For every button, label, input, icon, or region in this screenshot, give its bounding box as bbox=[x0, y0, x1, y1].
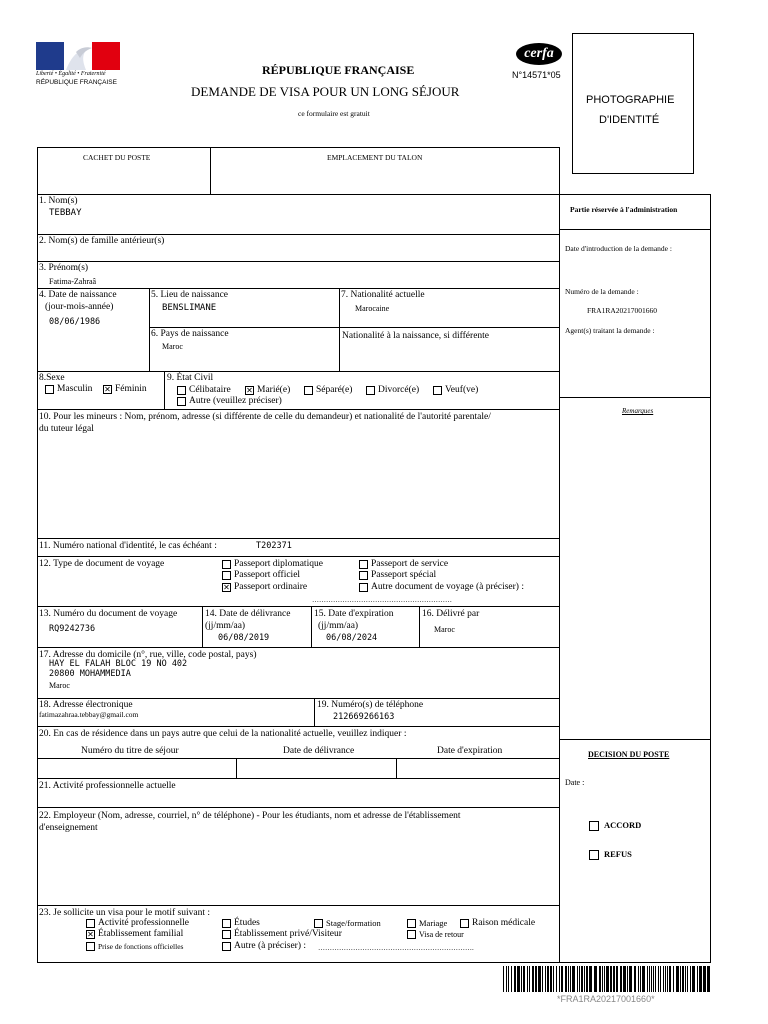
field-22-label: 22. Employeur (Nom, adresse, courriel, n° de téléphone) - Pour les étudiants, nom et adresse de l'établissement bbox=[39, 811, 461, 821]
republique-logo bbox=[36, 42, 120, 90]
autre-document-dots[interactable]: …………………………………………………… bbox=[312, 596, 452, 604]
etat-celibataire-checkbox[interactable] bbox=[177, 386, 186, 395]
field-3-prenom[interactable]: Fatima-Zahraâ bbox=[49, 277, 97, 286]
field-16-label: 16. Délivré par bbox=[422, 609, 480, 619]
cerfa-number: N°14571*05 bbox=[512, 70, 561, 80]
motif-activite-pro-checkbox[interactable] bbox=[86, 919, 95, 928]
field-4-label: 4. Date de naissance bbox=[39, 290, 117, 300]
form-title: DEMANDE DE VISA POUR UN LONG SÉJOUR bbox=[191, 84, 460, 99]
field-13-value[interactable]: RQ9242736 bbox=[49, 624, 96, 634]
field-2-label: 2. Nom(s) de famille antérieur(s) bbox=[39, 236, 165, 246]
etat-autre-checkbox[interactable] bbox=[177, 397, 186, 406]
field-11-value[interactable]: T202371 bbox=[256, 541, 292, 551]
field-20-col-delivrance: Date de délivrance bbox=[283, 746, 355, 756]
field-15-label: 15. Date d'expiration bbox=[314, 609, 394, 619]
passeport-ordinaire-checkbox[interactable] bbox=[222, 583, 231, 592]
field-21-label: 21. Activité professionnelle actuelle bbox=[39, 781, 176, 791]
field-14-value[interactable]: 06/08/2019 bbox=[218, 633, 270, 643]
field-1-nom[interactable]: TEBBAY bbox=[49, 208, 82, 218]
motif-autre-checkbox[interactable] bbox=[222, 942, 231, 951]
field-14-label: 14. Date de délivrance bbox=[205, 609, 291, 619]
field-5-label: 5. Lieu de naissance bbox=[151, 290, 229, 300]
field-9-label: 9. État Civil bbox=[167, 373, 214, 383]
decision-accord-checkbox[interactable] bbox=[589, 821, 599, 831]
field-17-line2[interactable]: 20800 MOHAMMEDIA bbox=[49, 669, 131, 679]
admin-title: Partie réservée à l'administration bbox=[570, 205, 678, 214]
field-15-value[interactable]: 06/08/2024 bbox=[326, 633, 378, 643]
barcode-text: *FRA1RA20217001660* bbox=[557, 994, 655, 1004]
cachet-box bbox=[37, 147, 211, 195]
photo-label-1: PHOTOGRAPHIE bbox=[586, 94, 675, 106]
field-14-sublabel: (jj/mm/aa) bbox=[205, 621, 246, 631]
field-17-label: 17. Adresse du domicile (n°, rue, ville, code postal, pays) bbox=[39, 650, 257, 660]
sexe-masculin-checkbox[interactable] bbox=[45, 385, 54, 394]
field-7b-label: Nationalité à la naissance, si différente bbox=[342, 331, 490, 341]
field-4-sublabel: (jour-mois-année) bbox=[45, 302, 114, 312]
field-3-label: 3. Prénom(s) bbox=[39, 263, 89, 273]
etat-marie-checkbox[interactable] bbox=[245, 386, 254, 395]
field-7-nationalite[interactable]: Marocaine bbox=[355, 304, 390, 313]
etat-separe-checkbox[interactable] bbox=[304, 386, 313, 395]
passeport-diplomatique-checkbox[interactable] bbox=[222, 560, 231, 569]
admin-agents: Agent(s) traitant la demande : bbox=[565, 326, 655, 335]
field-23-label: 23. Je sollicite un visa pour le motif suivant : bbox=[39, 908, 210, 918]
free-note: ce formulaire est gratuit bbox=[298, 109, 370, 118]
field-10-label-2: du tuteur légal bbox=[39, 424, 94, 434]
field-7-label: 7. Nationalité actuelle bbox=[341, 290, 425, 300]
logo-motto: Liberté • Égalité • Fraternité bbox=[36, 71, 106, 77]
field-17-line3[interactable]: Maroc bbox=[49, 681, 70, 690]
field-18-email[interactable]: fatimazahraa.tebbay@gmail.com bbox=[39, 710, 139, 719]
admin-numero-label: Numéro de la demande : bbox=[565, 287, 639, 296]
field-20-label: 20. En cas de résidence dans un pays autre que celui de la nationalité actuelle, veuillez indiquer : bbox=[39, 729, 407, 739]
admin-numero-value: FRA1RA20217001660 bbox=[587, 306, 658, 315]
sexe-feminin-checkbox[interactable] bbox=[103, 385, 112, 394]
autre-document-checkbox[interactable] bbox=[359, 583, 368, 592]
passeport-officiel-checkbox[interactable] bbox=[222, 571, 231, 580]
field-22-label-2: d'enseignement bbox=[39, 823, 98, 833]
decision-date: Date : bbox=[565, 778, 585, 787]
talon-label: EMPLACEMENT DU TALON bbox=[327, 153, 423, 162]
field-20-col-expiration: Date d'expiration bbox=[437, 746, 503, 756]
field-13-label: 13. Numéro du document de voyage bbox=[39, 609, 178, 619]
field-17-line1[interactable]: HAY EL FALAH BLOC 19 NO 402 bbox=[49, 659, 188, 669]
field-15-sublabel: (jj/mm/aa) bbox=[318, 621, 359, 631]
motif-etablissement-familial-checkbox[interactable] bbox=[86, 930, 95, 939]
motif-etablissement-prive-checkbox[interactable] bbox=[222, 930, 231, 939]
photo-label-2: D'IDENTITÉ bbox=[599, 114, 660, 126]
motif-raison-medicale-checkbox[interactable] bbox=[460, 919, 469, 928]
field-16-value[interactable]: Maroc bbox=[434, 625, 455, 634]
cerfa-logo: cerfa bbox=[516, 43, 562, 65]
field-19-label: 19. Numéro(s) de téléphone bbox=[317, 700, 424, 710]
logo-name: RÉPUBLIQUE FRANÇAISE bbox=[36, 79, 117, 86]
field-11-label: 11. Numéro national d'identité, le cas échéant : bbox=[39, 541, 217, 551]
field-5-lieu[interactable]: BENSLIMANE bbox=[162, 303, 217, 313]
decision-refus-checkbox[interactable] bbox=[589, 850, 599, 860]
field-12-label: 12. Type de document de voyage bbox=[39, 559, 165, 569]
talon-box bbox=[210, 147, 560, 195]
motif-prise-fonctions-checkbox[interactable] bbox=[86, 942, 95, 951]
admin-date-intro: Date d'introduction de la demande : bbox=[565, 244, 672, 253]
field-6-pays[interactable]: Maroc bbox=[162, 342, 183, 351]
field-18-label: 18. Adresse électronique bbox=[39, 700, 133, 710]
motif-mariage-checkbox[interactable] bbox=[407, 919, 416, 928]
motif-stage-checkbox[interactable] bbox=[314, 919, 323, 928]
passeport-special-checkbox[interactable] bbox=[359, 571, 368, 580]
passeport-service-checkbox[interactable] bbox=[359, 560, 368, 569]
etat-divorce-checkbox[interactable] bbox=[366, 386, 375, 395]
barcode-bars bbox=[503, 966, 711, 992]
marianne-flag-icon bbox=[36, 42, 120, 70]
motif-etudes-checkbox[interactable] bbox=[222, 919, 231, 928]
field-4-date-naissance[interactable]: 08/06/1986 bbox=[49, 317, 101, 327]
barcode bbox=[503, 966, 711, 992]
photo-box bbox=[572, 33, 694, 174]
republic-title: RÉPUBLIQUE FRANÇAISE bbox=[262, 63, 415, 77]
field-19-phone[interactable]: 212669266163 bbox=[333, 712, 395, 722]
etat-veuf-checkbox[interactable] bbox=[433, 386, 442, 395]
field-20-col-titre: Numéro du titre de séjour bbox=[81, 746, 179, 756]
decision-title: DECISION DU POSTE bbox=[588, 750, 670, 759]
field-1-label: 1. Nom(s) bbox=[39, 196, 78, 206]
motif-autre-dots[interactable]: …………………………………………………………. bbox=[318, 944, 474, 952]
admin-remarques: Remarques bbox=[622, 407, 654, 415]
motif-visa-retour-checkbox[interactable] bbox=[407, 930, 416, 939]
field-6-label: 6. Pays de naissance bbox=[151, 329, 229, 339]
cachet-label: CACHET DU POSTE bbox=[83, 153, 151, 162]
field-10-label: 10. Pour les mineurs : Nom, prénom, adresse (si différente de celle du demandeur) et nationalité de l'autorité parentale/ bbox=[39, 412, 491, 422]
field-8-label: 8.Sexe bbox=[39, 373, 65, 383]
